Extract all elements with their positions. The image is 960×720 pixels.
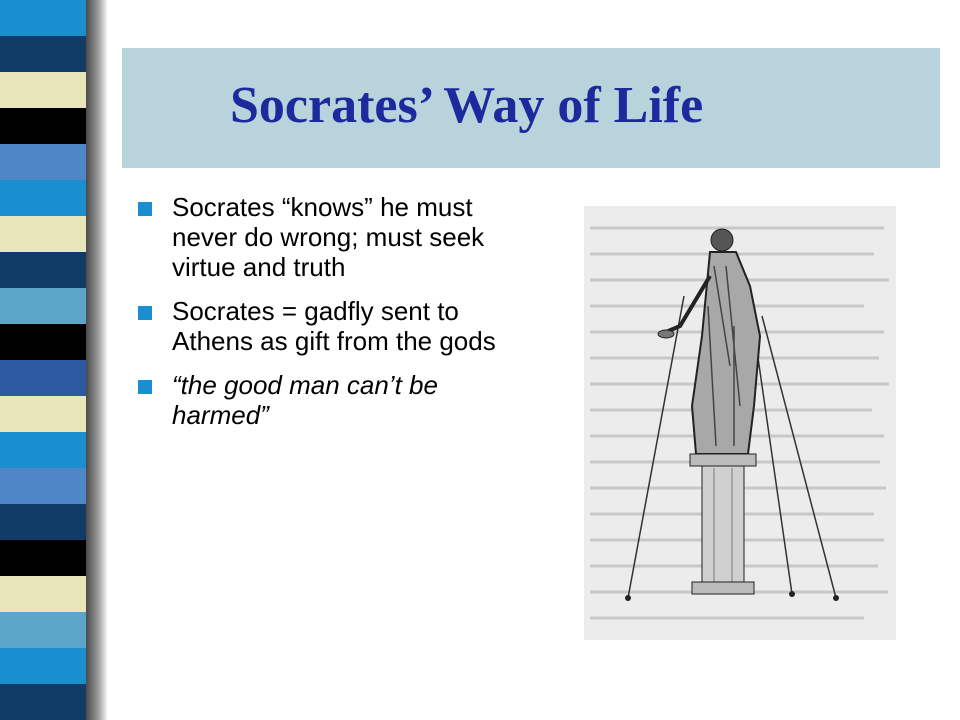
bullet-text: Socrates “knows” he must never do wrong; must seek virtue and truth bbox=[172, 192, 485, 282]
strip-block bbox=[0, 216, 88, 252]
strip-block bbox=[0, 468, 88, 504]
square-bullet-icon bbox=[138, 380, 152, 394]
bullet-item bbox=[138, 192, 518, 282]
strip-block bbox=[0, 396, 88, 432]
strip-block bbox=[0, 432, 88, 468]
strip-block bbox=[0, 576, 88, 612]
bullet-list bbox=[138, 192, 518, 444]
statue-on-pedestal-icon bbox=[584, 206, 896, 640]
strip-block bbox=[0, 72, 88, 108]
strip-block bbox=[0, 36, 88, 72]
strip-block bbox=[0, 144, 88, 180]
bullet-item bbox=[138, 296, 518, 356]
strip-block bbox=[0, 648, 88, 684]
strip-block bbox=[0, 288, 88, 324]
statue-illustration bbox=[584, 206, 896, 640]
bullet-text: Socrates = gadfly sent to Athens as gift from the gods bbox=[172, 296, 496, 356]
square-bullet-icon bbox=[138, 202, 152, 216]
strip-block bbox=[0, 180, 88, 216]
bullet-item bbox=[138, 370, 518, 430]
strip-block bbox=[0, 360, 88, 396]
strip-block bbox=[0, 504, 88, 540]
strip-block bbox=[0, 540, 88, 576]
bullet-text: “the good man can’t be harmed” bbox=[172, 370, 438, 430]
strip-block bbox=[0, 612, 88, 648]
strip-shadow bbox=[86, 0, 108, 720]
strip-block bbox=[0, 324, 88, 360]
strip-block bbox=[0, 684, 88, 720]
slide-title: Socrates’ Way of Life bbox=[230, 77, 704, 134]
square-bullet-icon bbox=[138, 306, 152, 320]
strip-block bbox=[0, 0, 88, 36]
strip-block bbox=[0, 108, 88, 144]
strip-block bbox=[0, 252, 88, 288]
